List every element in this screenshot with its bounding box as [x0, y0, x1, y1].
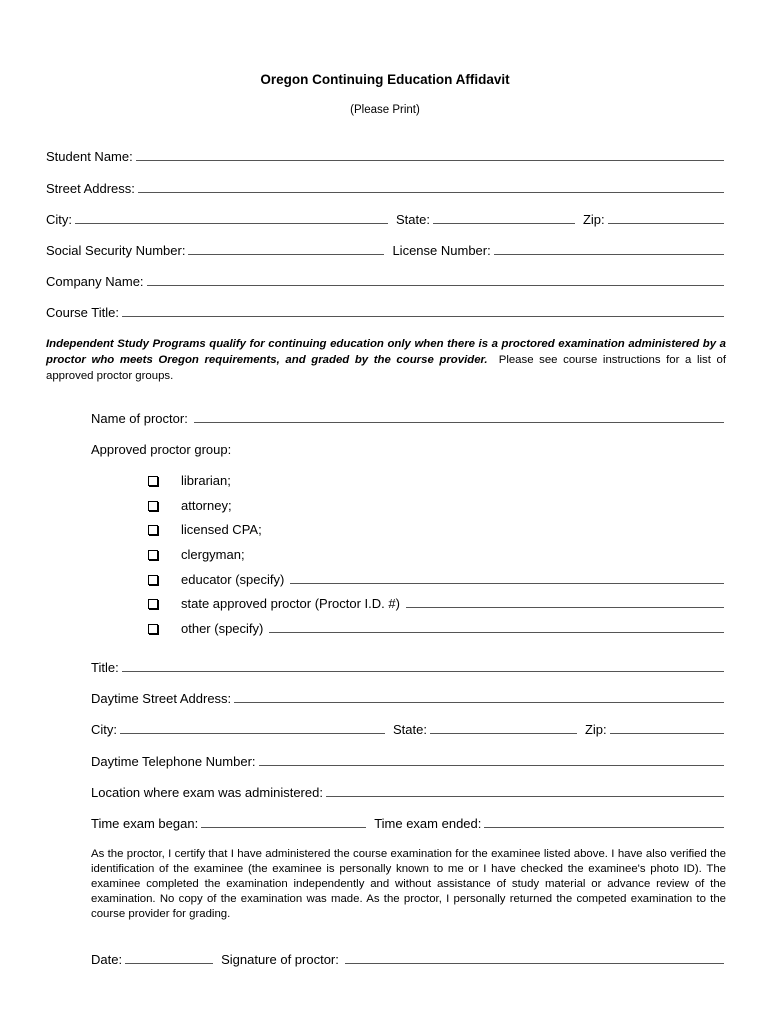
- clergyman-label: clergyman;: [181, 547, 245, 562]
- signature-field[interactable]: [345, 952, 724, 964]
- company-label: Company Name:: [46, 274, 144, 289]
- location-field[interactable]: [326, 785, 724, 797]
- cpa-checkbox[interactable]: [148, 525, 158, 535]
- time-began-label: Time exam began:: [91, 816, 199, 831]
- clergyman-checkbox[interactable]: [148, 550, 158, 560]
- proctor-title-field[interactable]: [122, 660, 724, 672]
- proctor-group-heading: [91, 442, 724, 457]
- course-title-row: [46, 305, 724, 320]
- phone-label: Daytime Telephone Number:: [91, 754, 256, 769]
- other-checkbox[interactable]: [148, 624, 158, 634]
- proctor-name-field[interactable]: [194, 411, 724, 423]
- license-label: License Number:: [392, 243, 491, 258]
- form-subtitle: (Please Print): [350, 104, 420, 116]
- group-option-librarian: [148, 473, 724, 488]
- city-label: City:: [46, 212, 72, 227]
- educator-specify-field[interactable]: [290, 572, 724, 584]
- proctor-city-field[interactable]: [120, 722, 385, 734]
- exam-time-row: [91, 816, 724, 831]
- student-name-label: Student Name:: [46, 149, 133, 164]
- proctor-zip-field[interactable]: [610, 722, 724, 734]
- course-title-field[interactable]: [122, 305, 724, 317]
- group-option-state-proctor: [148, 596, 724, 611]
- student-name-row: [46, 149, 724, 164]
- proctor-city-label: City:: [91, 722, 117, 737]
- proctor-zip-label: Zip:: [584, 722, 607, 737]
- city-field[interactable]: [75, 212, 388, 224]
- location-label: Location where exam was administered:: [91, 785, 323, 800]
- educator-checkbox[interactable]: [148, 575, 158, 585]
- course-title-label: Course Title:: [46, 305, 119, 320]
- proctor-name-label: Name of proctor:: [91, 411, 188, 426]
- other-specify-field[interactable]: [269, 621, 724, 633]
- proctor-certification: As the proctor, I certify that I have administered the course examination for the examinee listed above. I have also verified the identification of the examinee (the examinee is personally known to me or I have checked the examinee's photo ID). The examinee completed the examination independently and without assistance of study material or advance review of the examination. No copy of the examination was made. As the proctor, I personally returned the competed examination to the course provider for grading.: [91, 848, 726, 920]
- license-field[interactable]: [494, 243, 724, 255]
- notice-plain-text: Please see course instructions for a list of approved proctor groups.: [46, 354, 726, 382]
- proctor-title-label: Title:: [91, 660, 119, 675]
- librarian-checkbox[interactable]: [148, 476, 158, 486]
- zip-label: Zip:: [582, 212, 605, 227]
- signature-label: Signature of proctor:: [221, 952, 339, 967]
- group-option-cpa: [148, 522, 724, 537]
- ssn-field[interactable]: [188, 243, 384, 255]
- daytime-street-label: Daytime Street Address:: [91, 691, 232, 706]
- cpa-label: licensed CPA;: [181, 522, 262, 537]
- daytime-street-row: [91, 691, 724, 706]
- notice-bold-text: Independent Study Programs qualify for continuing education only when there is a proctored examination administered by a proctor who meets Oregon requirements, and graded by the course provider.: [46, 338, 726, 366]
- other-label: other (specify): [181, 621, 264, 636]
- proctor-state-field[interactable]: [430, 722, 577, 734]
- form-title: Oregon Continuing Education Affidavit: [260, 72, 510, 87]
- time-ended-label: Time exam ended:: [374, 816, 482, 831]
- state-proctor-checkbox[interactable]: [148, 599, 158, 609]
- location-row: [91, 785, 724, 800]
- company-field[interactable]: [147, 274, 724, 286]
- time-ended-field[interactable]: [484, 816, 724, 828]
- company-row: [46, 274, 724, 289]
- group-option-attorney: [148, 498, 724, 513]
- notice-paragraph: [46, 336, 726, 384]
- group-option-educator: [148, 572, 724, 587]
- proctor-city-state-zip-row: [91, 722, 724, 737]
- city-state-zip-row: [46, 212, 724, 227]
- attorney-checkbox[interactable]: [148, 501, 158, 511]
- proctor-name-row: [91, 411, 724, 426]
- educator-label: educator (specify): [181, 572, 285, 587]
- street-address-field[interactable]: [138, 181, 724, 193]
- attorney-label: attorney;: [181, 498, 232, 513]
- state-label: State:: [396, 212, 430, 227]
- time-began-field[interactable]: [201, 816, 366, 828]
- proctor-group-label: Approved proctor group:: [91, 442, 232, 457]
- street-address-label: Street Address:: [46, 181, 135, 196]
- ssn-license-row: [46, 243, 724, 258]
- group-option-other: [148, 621, 724, 636]
- proctor-state-label: State:: [393, 722, 427, 737]
- street-address-row: [46, 181, 724, 196]
- date-field[interactable]: [125, 952, 213, 964]
- phone-row: [91, 754, 724, 769]
- daytime-street-field[interactable]: [234, 691, 724, 703]
- state-field[interactable]: [433, 212, 575, 224]
- proctor-id-field[interactable]: [406, 596, 724, 608]
- librarian-label: librarian;: [181, 473, 231, 488]
- phone-field[interactable]: [259, 754, 724, 766]
- date-signature-row: [91, 952, 724, 967]
- zip-field[interactable]: [608, 212, 724, 224]
- state-proctor-label: state approved proctor (Proctor I.D. #): [181, 596, 400, 611]
- group-option-clergyman: [148, 547, 724, 562]
- student-name-field[interactable]: [136, 149, 724, 161]
- proctor-title-row: [91, 660, 724, 675]
- ssn-label: Social Security Number:: [46, 243, 186, 258]
- date-label: Date:: [91, 952, 123, 967]
